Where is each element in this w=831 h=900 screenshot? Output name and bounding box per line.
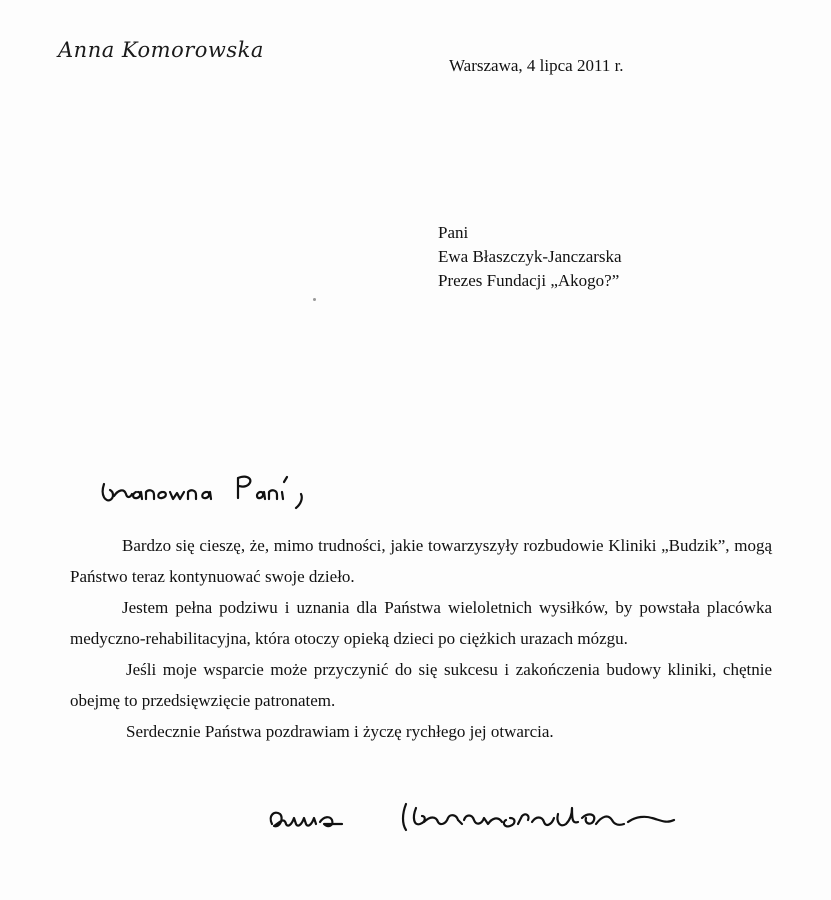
salutation-handwriting-drawing <box>96 468 416 518</box>
paper-speck <box>313 298 316 301</box>
recipient-block <box>438 221 622 293</box>
paragraph-3: Jeśli moje wsparcie może przyczynić do się sukcesu i zakończenia budowy kliniki, chętnie obejmę to przedsięwzięcie patronatem. <box>70 660 772 710</box>
recipient-name: Ewa Błaszczyk-Janczarska <box>438 247 622 266</box>
paragraph-1: Bardzo się cieszę, że, mimo trudności, jakie towarzyszyły rozbudowie Kliniki „Budzik”, mogą Państwo teraz kontynuować swoje dzieło. <box>70 536 772 586</box>
handwritten-signature <box>266 794 716 844</box>
recipient-position: Prezes Fundacji „Akogo?” <box>438 271 620 290</box>
signature-drawing <box>266 794 716 844</box>
recipient-title: Pani <box>438 223 469 242</box>
letter-body <box>70 530 772 747</box>
handwritten-salutation <box>96 468 416 518</box>
letterhead-name: Anna Komorowska <box>58 38 264 62</box>
paragraph-2: Jestem pełna podziwu i uznania dla Państwa wieloletnich wysiłków, by powstała placówka medyczno-rehabilitacyjna, która otoczy opieką dzieci po ciężkich urazach mózgu. <box>70 598 772 648</box>
letter-date: Warszawa, 4 lipca 2011 r. <box>449 56 624 75</box>
paragraph-4: Serdecznie Państwa pozdrawiam i życzę rychłego jej otwarcia. <box>126 722 554 741</box>
